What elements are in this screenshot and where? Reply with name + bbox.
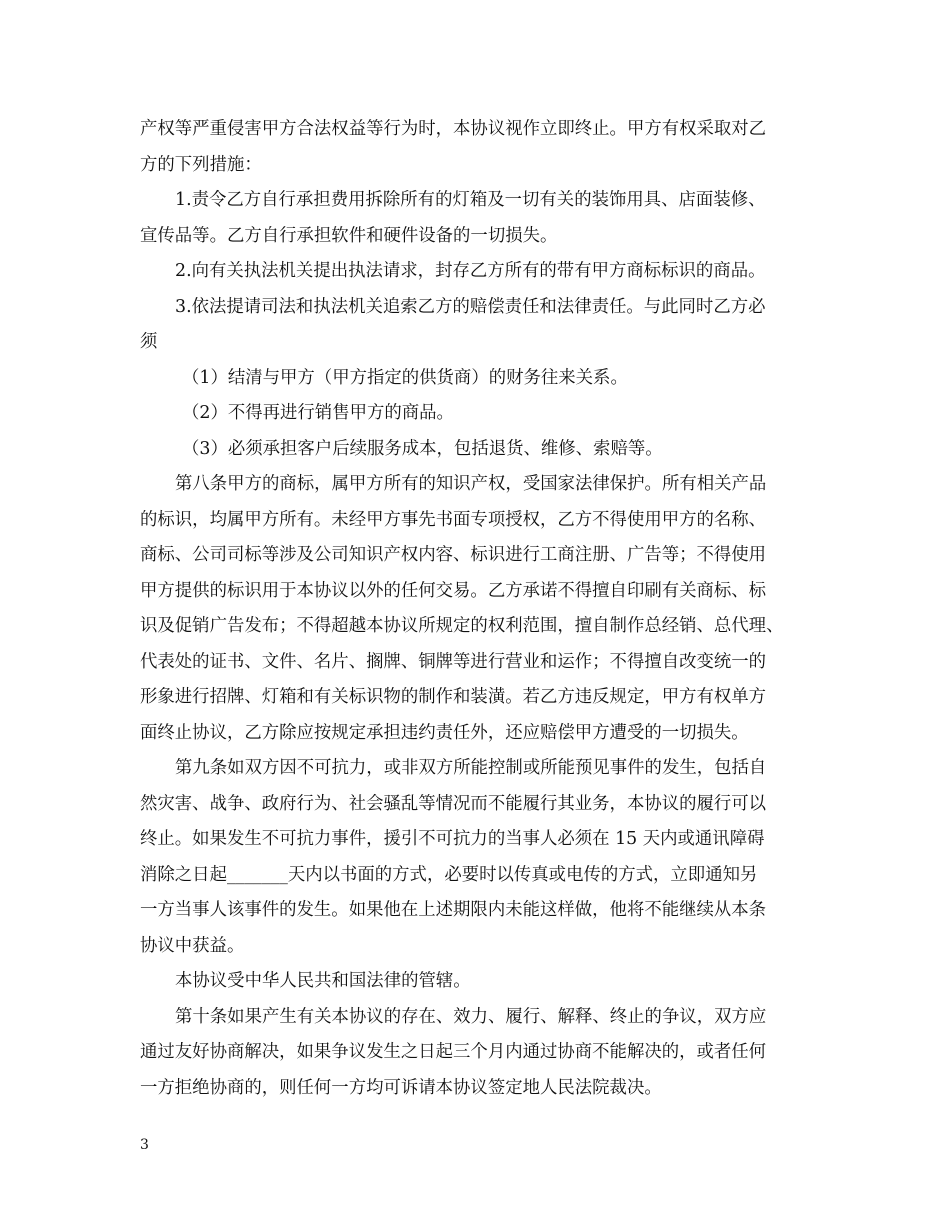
text-line: 消除之日起_______天内以书面的方式，必要时以传真或电传的方式，立即通知另 [140, 864, 758, 885]
text-line: （2）不得再进行销售甲方的商品。 [182, 403, 454, 423]
text-line: 面终止协议，乙方除应按规定承担违约责任外，还应赔偿甲方遭受的一切损失。 [140, 722, 749, 743]
text-line: 识及促销广告发布；不得超越本协议所规定的权利范围，擅自制作总经销、总代理、 [140, 616, 784, 636]
text-line: （1）结清与甲方（甲方指定的供货商）的财务往来关系。 [182, 367, 628, 388]
text-line: 协议中获益。 [140, 935, 245, 956]
text-line: 终止。如果发生不可抗力事件，援引不可抗力的当事人必须在 15 天内或通讯障碍 [140, 829, 765, 849]
text-line: 代表处的证书、文件、名片、搁牌、铜牌等进行营业和运作；不得擅自改变统一的 [140, 651, 767, 672]
document-body [140, 112, 830, 1106]
text-line: 的标识，均属甲方所有。未经甲方事先书面专项授权，乙方不得使用甲方的名称、 [140, 509, 767, 530]
text-line: 一方当事人该事件的发生。如果他在上述期限内未能这样做，他将不能继续从本条 [140, 900, 767, 920]
text-line: 须 [140, 332, 158, 352]
text-line: 产权等严重侵害甲方合法权益等行为时，本协议视作立即终止。甲方有权采取对乙 [140, 119, 767, 139]
text-line: 形象进行招牌、灯箱和有关标识物的制作和装潢。若乙方违反规定，甲方有权单方 [140, 687, 767, 707]
text-line: 第十条如果产生有关本协议的存在、效力、履行、解释、终止的争议，双方应 [175, 1006, 767, 1027]
text-line: 商标、公司司标等涉及公司知识产权内容、标识进行工商注册、广告等；不得使用 [140, 545, 767, 565]
text-line: 然灾害、战争、政府行为、社会骚乱等情况而不能履行其业务，本协议的履行可以 [140, 793, 767, 814]
text-line: 第九条如双方因不可抗力，或非双方所能控制或所能预见事件的发生，包括自 [175, 758, 767, 778]
text-line: 2.向有关执法机关提出执法请求，封存乙方所有的带有甲方商标标识的商品。 [175, 261, 766, 281]
text-line: 方的下列措施： [140, 154, 262, 175]
text-line: 宣传品等。乙方自行承担软件和硬件设备的一切损失。 [140, 225, 558, 246]
text-line: （3）必须承担客户后续服务成本，包括退货、维修、索赔等。 [182, 438, 663, 459]
text-line: 一方拒绝协商的，则任何一方均可诉请本协议签定地人民法院裁决。 [140, 1077, 662, 1098]
text-line: 第八条甲方的商标，属甲方所有的知识产权，受国家法律保护。所有相关产品 [175, 474, 767, 494]
text-line: 通过友好协商解决，如果争议发生之日起三个月内通过协商不能解决的，或者任何 [140, 1042, 767, 1062]
text-line: 甲方提供的标识用于本协议以外的任何交易。乙方承诺不得擅自印刷有关商标、标 [140, 580, 767, 601]
text-line: 本协议受中华人民共和国法律的管辖。 [175, 971, 471, 991]
page-number: 3 [140, 1137, 149, 1153]
text-line: 1.责令乙方自行承担费用拆除所有的灯箱及一切有关的装饰用具、店面装修、 [175, 190, 766, 210]
text-line: 3.依法提请司法和执法机关追索乙方的赔偿责任和法律责任。与此同时乙方必 [175, 296, 766, 317]
